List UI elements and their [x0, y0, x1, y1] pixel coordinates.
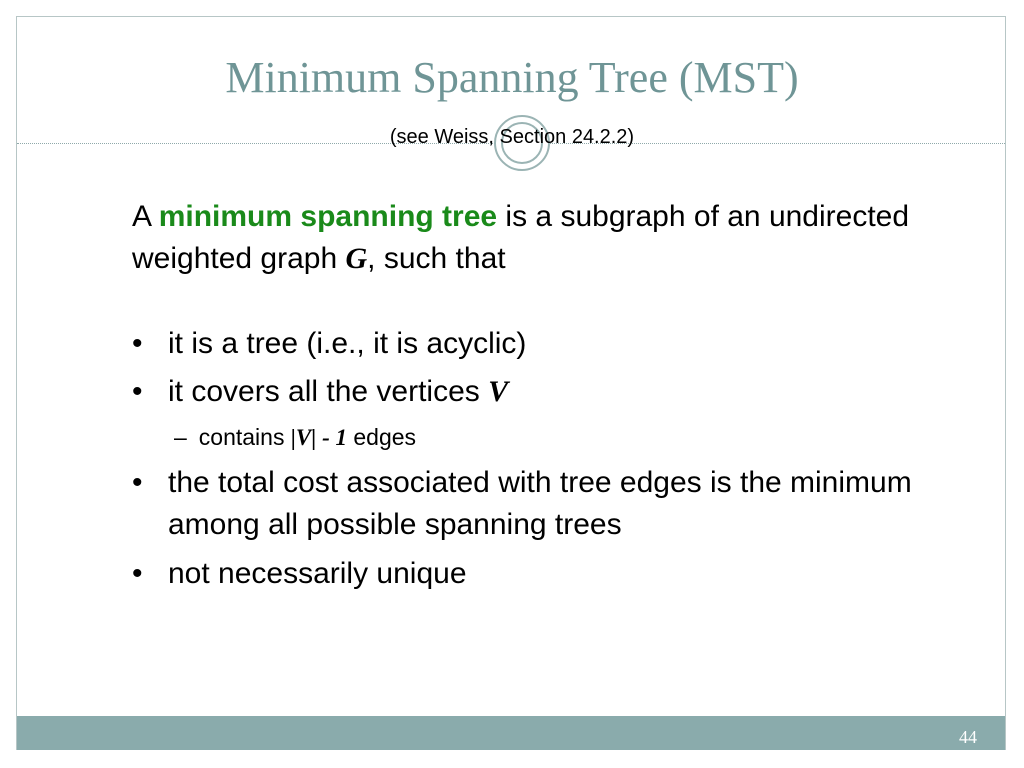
bullet-text: it is a tree (i.e., it is acyclic) — [168, 327, 527, 360]
bullet-marker: • — [132, 375, 143, 408]
definition-paragraph — [132, 196, 912, 280]
slide-title: Minimum Spanning Tree (MST) — [225, 53, 799, 102]
sub-bullet-prefix: contains — [198, 424, 291, 450]
bullet-text: not necessarily unique — [168, 557, 467, 590]
vertex-symbol: V — [488, 375, 509, 408]
edge-count-formula: |V| - 1 — [290, 425, 347, 450]
bullet-item-cost — [132, 462, 922, 546]
intro-suffix: , such that — [367, 242, 506, 275]
page-number: 44 — [959, 727, 977, 747]
bullet-marker: • — [132, 466, 143, 499]
bullet-item-covers — [132, 371, 922, 413]
bullet-marker: • — [132, 557, 143, 590]
bullet-text: the total cost associated with tree edges is the minimum among all possible spanning trees — [168, 466, 912, 541]
sub-bullet-edges — [174, 422, 416, 453]
bullet-text: it covers all the vertices — [168, 375, 489, 408]
bullet-item-tree — [132, 323, 922, 365]
graph-symbol: G — [345, 242, 368, 275]
sub-bullet-marker: – — [174, 424, 187, 450]
highlighted-term: minimum spanning tree — [158, 200, 498, 233]
bullet-item-unique — [132, 553, 922, 595]
footer-bar — [17, 716, 1005, 750]
slide-subtitle: (see Weiss, Section 24.2.2) — [389, 126, 635, 148]
bullet-marker: • — [132, 327, 143, 360]
intro-prefix: A — [132, 200, 159, 233]
intro-middle: is a subgraph of an undirected weighted graph — [132, 200, 910, 275]
sub-bullet-suffix: edges — [347, 424, 417, 450]
